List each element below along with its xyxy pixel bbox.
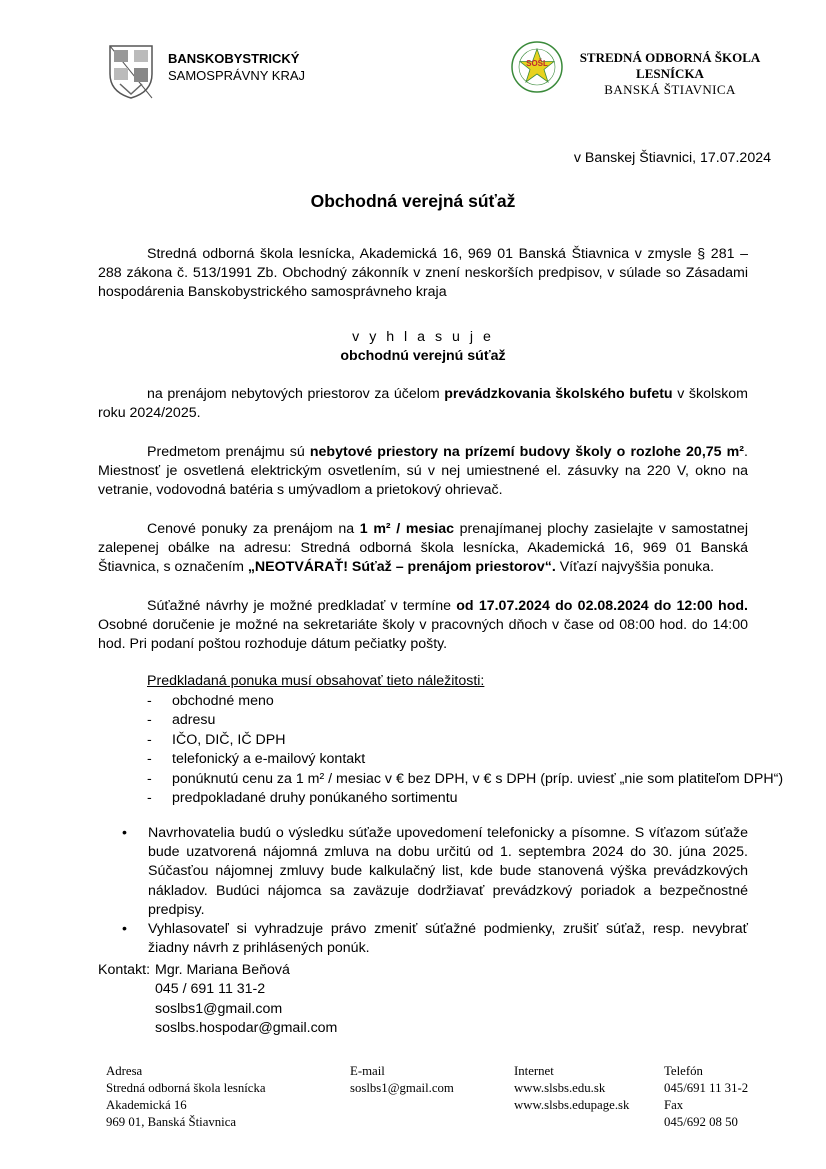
bullet-icon: • xyxy=(122,921,127,938)
list-item: - adresu xyxy=(147,712,216,729)
note-text: Vyhlasovateľ si vyhradzuje právo zmeniť súťažné podmienky, zrušiť súťaž, resp. nevybrať žiadny návrh z prihlásených ponúk. xyxy=(148,921,748,957)
footer-internet xyxy=(514,1063,629,1114)
footer-internet-title: Internet xyxy=(514,1064,554,1078)
announce-line-1: v y h l a s u j e xyxy=(352,329,494,345)
school-name-line3: BANSKÁ ŠTIAVNICA xyxy=(604,82,736,97)
document-title: Obchodná verejná súťaž xyxy=(310,191,516,211)
school-name-line2: LESNÍCKA xyxy=(636,66,704,81)
contact-email-1[interactable]: soslbs1@gmail.com xyxy=(155,1000,283,1017)
requirements-list xyxy=(147,692,783,808)
announce-line-2: obchodnú verejnú súťaž xyxy=(340,348,506,364)
subject-post: . Miestnosť je osvetlená elektrickým osvetlením, sú v nej umiestnené el. zásuvky na 220 V, okno na vetranie, vodovodná batéria s umývadlom a prietokový ohrievač. xyxy=(98,444,748,499)
deadline-paragraph xyxy=(98,597,748,655)
footer-phone-value: 045/691 11 31-2 xyxy=(664,1081,749,1095)
deadline-bold: od 17.07.2024 do 02.08.2024 do 12:00 hod. xyxy=(456,598,748,614)
offers-bold-unit: 1 m² / mesiac xyxy=(359,521,454,537)
subject-bold: nebytové priestory na prízemí budovy školy o rozlohe 20,75 m² xyxy=(309,444,745,460)
contact-label: Kontakt: xyxy=(98,962,151,978)
list-item: - telefonický a e-mailový kontakt xyxy=(147,751,366,768)
footer-address-title: Adresa xyxy=(106,1064,143,1078)
region-name xyxy=(168,50,305,84)
footer-email-value[interactable]: soslbs1@gmail.com xyxy=(350,1081,454,1095)
offers-mid: prenajímanej plochy zasielajte v samostatnej zalepenej obálke na adresu: Stredná odborná škola lesnícka, Akademická 16, 969 01 Banská Štiavnica, s označením xyxy=(98,521,748,576)
purpose-pre: na prenájom nebytových priestorov za účelom xyxy=(147,386,445,402)
bullet-icon: • xyxy=(122,825,127,841)
footer-website-2[interactable]: www.slsbs.edupage.sk xyxy=(514,1098,630,1112)
region-name-line1: BANSKOBYSTRICKÝ xyxy=(168,51,300,66)
footer-phone xyxy=(664,1063,748,1131)
list-item-text: adresu xyxy=(172,712,216,729)
contact-block xyxy=(98,961,337,1039)
footer-email xyxy=(350,1063,454,1097)
purpose-bold: prevádzkovania školského bufetu xyxy=(444,386,673,402)
note-text: Navrhovatelia budú o výsledku súťaže upovedomení telefonicky a písomne. S víťazom súťaže bude uzatvorená nájomná zmluva na dobu určitú od 1. septembra 2024 do 30. júna 2025. Súčasťou nájomnej zmluvy bude kalkulačný list, kde bude stanovená výška prevádzkových nákladov. Budúci nájomca sa zaväzuje dodržiavať prevádzkový poriadok a bezpečnostné predpisy. xyxy=(148,825,748,918)
school-name xyxy=(572,50,768,98)
list-item: - IČO, DIČ, IČ DPH xyxy=(147,731,286,748)
contact-phone: 045 / 691 11 31-2 xyxy=(155,981,266,998)
footer-phone-title: Telefón xyxy=(664,1064,703,1078)
list-item: - ponúknutú cenu za 1 m² / mesiac v € bez DPH, v € s DPH (príp. uviesť „nie som platiteľom DPH“) xyxy=(147,770,784,787)
list-item-text: obchodné meno xyxy=(172,693,274,709)
list-item-text: IČO, DIČ, IČ DPH xyxy=(172,731,286,748)
list-item-text: predpokladané druhy ponúkaného sortimentu xyxy=(172,790,458,807)
deadline-post: Osobné doručenie je možné na sekretariáte školy v pracovných dňoch v čase od 08:00 hod. do 14:00 hod. Pri podaní poštou rozhoduje dátum pečiatky pošty. xyxy=(98,617,748,653)
note-item xyxy=(122,920,748,958)
subject-pre: Predmetom prenájmu sú xyxy=(147,444,310,460)
school-name-line1: STREDNÁ ODBORNÁ ŠKOLA xyxy=(579,50,761,65)
offers-post: Víťazí najvyššia ponuka. xyxy=(555,559,715,576)
purpose-post: v školskom roku 2024/2025. xyxy=(98,386,749,422)
notes-list xyxy=(122,824,748,958)
intro-paragraph xyxy=(98,245,748,303)
subject-paragraph xyxy=(98,443,748,501)
contact-name: Mgr. Mariana Beňová xyxy=(155,962,290,978)
contact-email-2[interactable]: soslbs.hospodar@gmail.com xyxy=(155,1020,338,1037)
note-item xyxy=(122,824,748,920)
intro-text: Stredná odborná škola lesnícka, Akademická 16, 969 01 Banská Štiavnica v zmysle § 281 – 288 zákona č. 513/1991 Zb. Obchodný zákonník v znení neskorších predpisov, v súlade so Zásadami hospodárenia Banskobystrického samosprávneho kraja xyxy=(98,246,748,301)
school-emblem-text: SOŠL xyxy=(526,59,548,68)
footer-address-line2: Akademická 16 xyxy=(106,1098,187,1112)
offers-pre: Cenové ponuky za prenájom na xyxy=(147,521,360,537)
offers-bold-label: „NEOTVÁRAŤ! Súťaž – prenájom priestorov“. xyxy=(247,559,556,576)
region-coat-of-arms-logo xyxy=(108,44,154,100)
footer-address-line1: Stredná odborná škola lesnícka xyxy=(106,1081,266,1095)
requirements-heading: Predkladaná ponuka musí obsahovať tieto náležitosti: xyxy=(147,673,485,689)
footer-address-line3: 969 01, Banská Štiavnica xyxy=(106,1115,237,1129)
footer-fax-title: Fax xyxy=(664,1098,684,1112)
date-line: v Banskej Štiavnici, 17.07.2024 xyxy=(573,150,771,166)
list-item: - obchodné meno xyxy=(147,693,274,709)
region-name-line2: SAMOSPRÁVNY KRAJ xyxy=(168,68,306,83)
deadline-pre: Súťažné návrhy je možné predkladať v termíne xyxy=(147,598,457,614)
footer-email-title: E-mail xyxy=(350,1064,385,1078)
footer-address xyxy=(106,1063,266,1131)
list-item-text: telefonický a e-mailový kontakt xyxy=(172,751,366,768)
purpose-paragraph xyxy=(98,385,748,423)
footer-fax-value: 045/692 08 50 xyxy=(664,1115,738,1129)
list-item-text: ponúknutú cenu za 1 m² / mesiac v € bez DPH, v € s DPH (príp. uviesť „nie som platiteľom DPH“) xyxy=(172,770,784,787)
offers-paragraph xyxy=(98,520,748,578)
list-item: - predpokladané druhy ponúkaného sortimentu xyxy=(147,790,458,807)
footer-website-1[interactable]: www.slsbs.edu.sk xyxy=(514,1081,606,1095)
